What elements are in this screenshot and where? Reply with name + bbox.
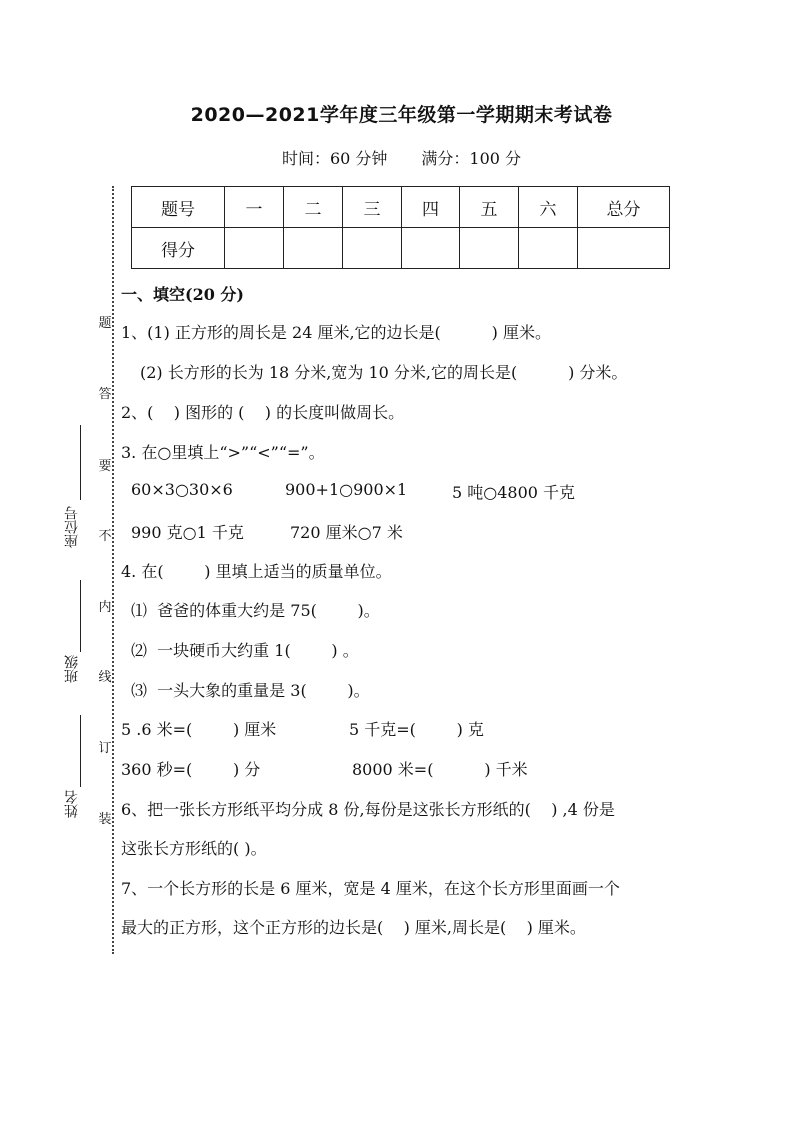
table-header-row <box>132 187 670 228</box>
binding-char: 装 <box>98 812 112 827</box>
score-cell[interactable] <box>343 228 402 269</box>
table-header-cell: 五 <box>460 187 519 228</box>
time-limit: 时间：60 分钟 <box>281 149 388 168</box>
table-row <box>132 228 670 269</box>
binding-char: 题 <box>98 316 112 331</box>
table-header-cell: 题号 <box>132 187 225 228</box>
table-header-cell: 三 <box>343 187 402 228</box>
class-blank <box>80 580 81 652</box>
comparison-item: 900+1○900×1 <box>285 480 408 499</box>
question-line: 1、(1) 正方形的周长是 24 厘米,它的边长是( ) 厘米。 <box>121 323 551 342</box>
binding-char: 线 <box>98 670 112 685</box>
score-cell[interactable] <box>225 228 284 269</box>
question-line: 4. 在( ) 里填上适当的质量单位。 <box>121 562 392 581</box>
table-header-cell: 一 <box>225 187 284 228</box>
question-line: ⑴ 爸爸的体重大约是 75( )。 <box>131 601 380 620</box>
binding-char: 要 <box>98 459 112 474</box>
question-line: 3. 在○里填上“>”“<”“=”。 <box>121 443 325 462</box>
question-line: 2、( ) 图形的 ( ) 的长度叫做周长。 <box>121 403 405 422</box>
score-cell[interactable] <box>402 228 460 269</box>
name-label: 姓名 <box>64 790 80 818</box>
conversion-item: 5 .6 米=( ) 厘米 <box>121 720 277 739</box>
question-line: ⑶ 一头大象的重量是 3( )。 <box>131 681 370 700</box>
score-row-label: 得分 <box>132 228 225 269</box>
conversion-item: 360 秒=( ) 分 <box>121 760 261 779</box>
comparison-item: 990 克○1 千克 <box>131 523 244 542</box>
comparison-item: 720 厘米○7 米 <box>290 523 403 542</box>
binding-dotted-line <box>112 186 114 954</box>
seat-number-blank <box>80 425 81 500</box>
section-heading: 一、填空(20 分) <box>121 285 244 304</box>
class-label: 班级 <box>64 655 80 683</box>
question-line: 最大的正方形，这个正方形的边长是( ) 厘米,周长是( ) 厘米。 <box>121 918 586 937</box>
score-cell[interactable] <box>519 228 578 269</box>
question-line: 6、把一张长方形纸平均分成 8 份,每份是这张长方形纸的( ) ,4 份是 <box>121 800 615 819</box>
question-line: (2) 长方形的长为 18 分米,宽为 10 分米,它的周长是( ) 分米。 <box>140 363 628 382</box>
conversion-item: 8000 米=( ) 千米 <box>352 760 528 779</box>
full-score: 满分：100 分 <box>421 149 522 168</box>
page-title: 2020—2021学年度三年级第一学期期末考试卷 <box>190 104 613 126</box>
table-header-cell: 总分 <box>578 187 670 228</box>
score-cell[interactable] <box>284 228 343 269</box>
binding-char: 不 <box>98 529 112 544</box>
binding-char: 订 <box>98 741 112 756</box>
name-blank <box>80 715 81 787</box>
question-line: 这张长方形纸的( )。 <box>121 839 267 858</box>
binding-char: 答 <box>98 387 112 402</box>
conversion-item: 5 千克=( ) 克 <box>349 720 484 739</box>
binding-char: 内 <box>98 600 112 615</box>
table-header-cell: 二 <box>284 187 343 228</box>
score-cell[interactable] <box>578 228 670 269</box>
score-table <box>131 186 670 269</box>
score-cell[interactable] <box>460 228 519 269</box>
comparison-item: 60×3○30×6 <box>131 480 233 499</box>
table-header-cell: 四 <box>402 187 460 228</box>
comparison-item: 5 吨○4800 千克 <box>452 483 576 502</box>
table-header-cell: 六 <box>519 187 578 228</box>
exam-info <box>0 146 803 169</box>
question-line: ⑵ 一块硬币大约重 1( ) 。 <box>131 641 359 660</box>
seat-number-label: 座位号 <box>64 506 80 548</box>
question-line: 7、一个长方形的长是 6 厘米，宽是 4 厘米，在这个长方形里面画一个 <box>121 879 620 898</box>
